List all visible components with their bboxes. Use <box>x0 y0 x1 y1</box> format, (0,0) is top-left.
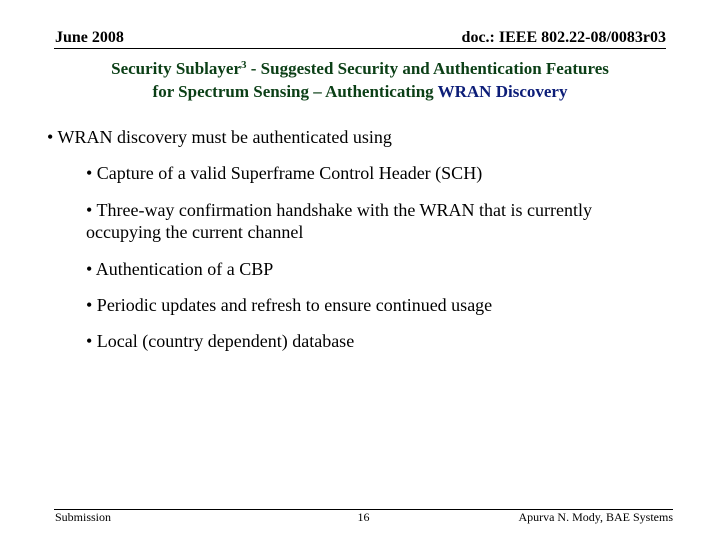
sub-bullet-cbp: • Authentication of a CBP <box>86 259 274 279</box>
title-part2: - Suggested Security and Authentication Features <box>246 59 609 78</box>
title-line2-highlight: WRAN Discovery <box>437 82 568 101</box>
header-date: June 2008 <box>55 29 124 46</box>
sub-bullet-sch: • Capture of a valid Superframe Control Header (SCH) <box>86 163 483 183</box>
header-doc-id: doc.: IEEE 802.22-08/0083r03 <box>461 29 666 46</box>
footer-page-number: 16 <box>357 510 370 524</box>
title-part1: Security Sublayer <box>111 59 241 78</box>
footer-author: Apurva N. Mody, BAE Systems <box>518 510 673 524</box>
sub-bullet-database: • Local (country dependent) database <box>86 331 355 351</box>
title-line2-prefix: for Spectrum Sensing – Authenticating <box>152 82 438 101</box>
slide-title <box>40 57 680 103</box>
footer-submission: Submission <box>55 510 112 524</box>
header-divider <box>54 48 666 49</box>
title-superscript: 3 <box>241 59 247 71</box>
main-bullet: • WRAN discovery must be authenticated using <box>47 127 392 147</box>
sub-bullet-handshake: • Three-way confirmation handshake with the WRAN that is currently occupying the current channel <box>86 200 592 242</box>
sub-bullet-refresh: • Periodic updates and refresh to ensure continued usage <box>86 295 493 315</box>
